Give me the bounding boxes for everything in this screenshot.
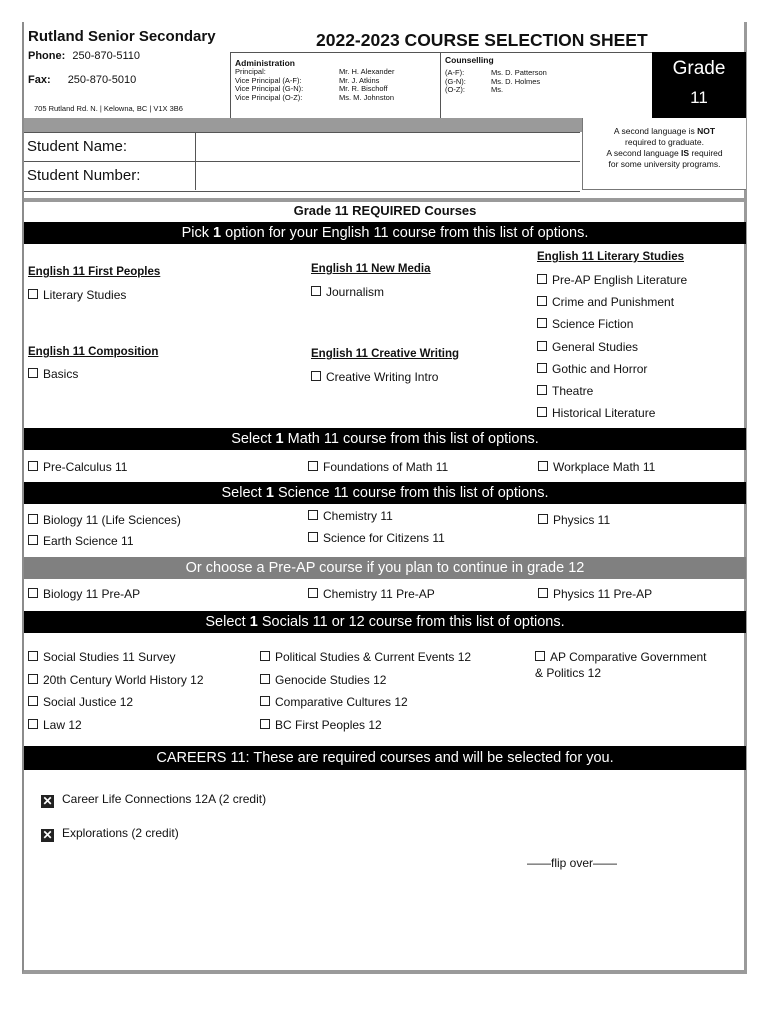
language-note-line3: A second language IS required	[606, 148, 723, 158]
fax-line	[28, 74, 136, 86]
admin-row: Vice Principal (O-Z): Ms. M. Johnston	[235, 92, 395, 102]
option-theatre[interactable]: Theatre	[537, 384, 593, 398]
checkbox[interactable]	[28, 719, 38, 729]
phone-label: Phone:	[28, 50, 66, 62]
checkbox[interactable]	[28, 651, 38, 661]
option-science-for-citizens-11[interactable]: Science for Citizens 11	[308, 531, 445, 545]
option-chemistry-11-preap[interactable]: Chemistry 11 Pre-AP	[308, 587, 435, 601]
careers-bar: CAREERS 11: These are required courses and will be selected for you.	[24, 746, 746, 770]
option-creative-writing-intro[interactable]: Creative Writing Intro	[311, 370, 438, 384]
flip-over-note: ——flip over——	[527, 856, 618, 870]
counselling-row: (G-N): Ms. D. Holmes	[445, 76, 541, 86]
course-selection-sheet	[22, 22, 747, 974]
english-first-peoples-heading: English 11 First Peoples	[28, 266, 161, 278]
school-name: Rutland Senior Secondary	[28, 28, 216, 45]
option-workplace-math-11[interactable]: Workplace Math 11	[538, 460, 655, 474]
option-pre-ap-english-literature[interactable]: Pre-AP English Literature	[537, 273, 687, 287]
option-ap-comparative-government-line2: & Politics 12	[535, 666, 602, 680]
option-physics-11[interactable]: Physics 11	[538, 513, 610, 527]
gray-separator	[24, 198, 746, 202]
checkbox[interactable]	[260, 674, 270, 684]
checkbox[interactable]	[28, 674, 38, 684]
checkbox[interactable]	[537, 318, 547, 328]
counselling-row: (O-Z): Ms.	[445, 85, 504, 94]
counselling-rows	[445, 69, 645, 95]
option-general-studies[interactable]: General Studies	[537, 340, 638, 354]
counselling-row: (A-F): Ms. D. Patterson	[445, 68, 547, 77]
admin-rows	[235, 68, 437, 102]
option-law-12[interactable]: Law 12	[28, 718, 82, 732]
admin-heading: Administration	[235, 58, 295, 68]
student-number-field[interactable]	[193, 162, 580, 190]
option-ap-comparative-government[interactable]: AP Comparative Government	[535, 650, 707, 664]
checkbox[interactable]	[537, 363, 547, 373]
admin-block	[235, 59, 437, 102]
language-note-line1: A second language is NOT	[613, 126, 716, 136]
option-science-fiction[interactable]: Science Fiction	[537, 317, 633, 331]
language-note-line4: for some university programs.	[608, 159, 721, 169]
english-new-media-heading: English 11 New Media	[311, 263, 431, 275]
title-divider	[230, 52, 652, 53]
option-foundations-of-math-11[interactable]: Foundations of Math 11	[308, 460, 448, 474]
english-literary-studies-heading: English 11 Literary Studies	[537, 251, 684, 263]
checkbox[interactable]	[260, 696, 270, 706]
option-historical-literature[interactable]: Historical Literature	[537, 406, 655, 420]
option-pre-calculus-11[interactable]: Pre-Calculus 11	[28, 460, 127, 474]
english-bar: Pick 1 option for your English 11 course from this list of options.	[24, 222, 746, 244]
admin-divider	[440, 52, 441, 118]
checkbox[interactable]	[260, 719, 270, 729]
checkbox[interactable]	[537, 341, 547, 351]
student-number-label: Student Number:	[24, 162, 196, 190]
option-basics[interactable]: Basics	[28, 367, 78, 381]
grade-number: 11	[690, 88, 708, 107]
counselling-block	[445, 56, 645, 95]
counselling-heading: Counselling	[445, 55, 494, 65]
admin-left-border	[230, 52, 231, 118]
student-name-label: Student Name:	[24, 133, 196, 162]
career-life-connections-item: ✕ Career Life Connections 12A (2 credit)	[42, 792, 267, 808]
option-biology-11-preap[interactable]: Biology 11 Pre-AP	[28, 587, 140, 601]
phone-value: 250-870-5110	[72, 50, 141, 62]
checkbox[interactable]	[537, 296, 547, 306]
science-bar: Select 1 Science 11 course from this list of options.	[24, 482, 746, 504]
checkbox[interactable]	[537, 385, 547, 395]
option-journalism[interactable]: Journalism	[311, 285, 384, 299]
math-bar: Select 1 Math 11 course from this list of options.	[24, 428, 746, 450]
admin-row: Principal: Mr. H. Alexander	[235, 67, 395, 76]
checkbox[interactable]	[537, 274, 547, 284]
checkbox[interactable]	[28, 696, 38, 706]
option-literary-studies[interactable]: Literary Studies	[28, 288, 126, 302]
option-20th-century-world-history-12[interactable]: 20th Century World History 12	[28, 673, 204, 687]
checkbox[interactable]	[260, 651, 270, 661]
fax-value: 250-870-5010	[67, 74, 137, 86]
admin-row: Vice Principal (G-N): Mr. R. Bischoff	[235, 84, 388, 93]
grade-badge	[652, 52, 746, 118]
english-composition-heading: English 11 Composition	[28, 346, 159, 358]
option-physics-11-preap[interactable]: Physics 11 Pre-AP	[538, 587, 652, 601]
option-comparative-cultures-12[interactable]: Comparative Cultures 12	[260, 695, 408, 709]
fax-label: Fax:	[28, 74, 51, 86]
option-gothic-and-horror[interactable]: Gothic and Horror	[537, 362, 647, 376]
checked-box-icon: ✕	[42, 794, 53, 808]
option-genocide-studies-12[interactable]: Genocide Studies 12	[260, 673, 386, 687]
phone-line	[28, 50, 140, 62]
option-social-justice-12[interactable]: Social Justice 12	[28, 695, 133, 709]
school-address: 705 Rutland Rd. N. | Kelowna, BC | V1X 3B6	[34, 104, 183, 113]
option-bc-first-peoples-12[interactable]: BC First Peoples 12	[260, 718, 382, 732]
explorations-item: ✕ Explorations (2 credit)	[42, 826, 179, 842]
checkbox[interactable]	[537, 407, 547, 417]
option-earth-science-11[interactable]: Earth Science 11	[28, 534, 134, 548]
option-political-studies-current-events-12[interactable]: Political Studies & Current Events 12	[260, 650, 471, 664]
sheet-title: 2022-2023 COURSE SELECTION SHEET	[316, 30, 648, 50]
required-heading: Grade 11 REQUIRED Courses	[293, 203, 477, 218]
grade-label: Grade	[672, 58, 726, 79]
checked-box-icon: ✕	[42, 828, 53, 842]
option-chemistry-11[interactable]: Chemistry 11	[308, 509, 393, 523]
english-creative-writing-heading: English 11 Creative Writing	[311, 348, 460, 360]
option-social-studies-11-survey[interactable]: Social Studies 11 Survey	[28, 650, 176, 664]
preap-bar: Or choose a Pre-AP course if you plan to continue in grade 12	[24, 557, 746, 579]
student-name-field[interactable]	[193, 133, 580, 162]
language-note-line2: required to graduate.	[625, 137, 704, 147]
student-table	[24, 132, 580, 192]
option-crime-and-punishment[interactable]: Crime and Punishment	[537, 295, 674, 309]
language-note	[582, 118, 746, 190]
admin-row: Vice Principal (A-F): Mr. J. Atkins	[235, 75, 380, 85]
option-biology-11[interactable]: Biology 11 (Life Sciences)	[28, 513, 181, 527]
socials-bar: Select 1 Socials 11 or 12 course from this list of options.	[24, 611, 746, 633]
